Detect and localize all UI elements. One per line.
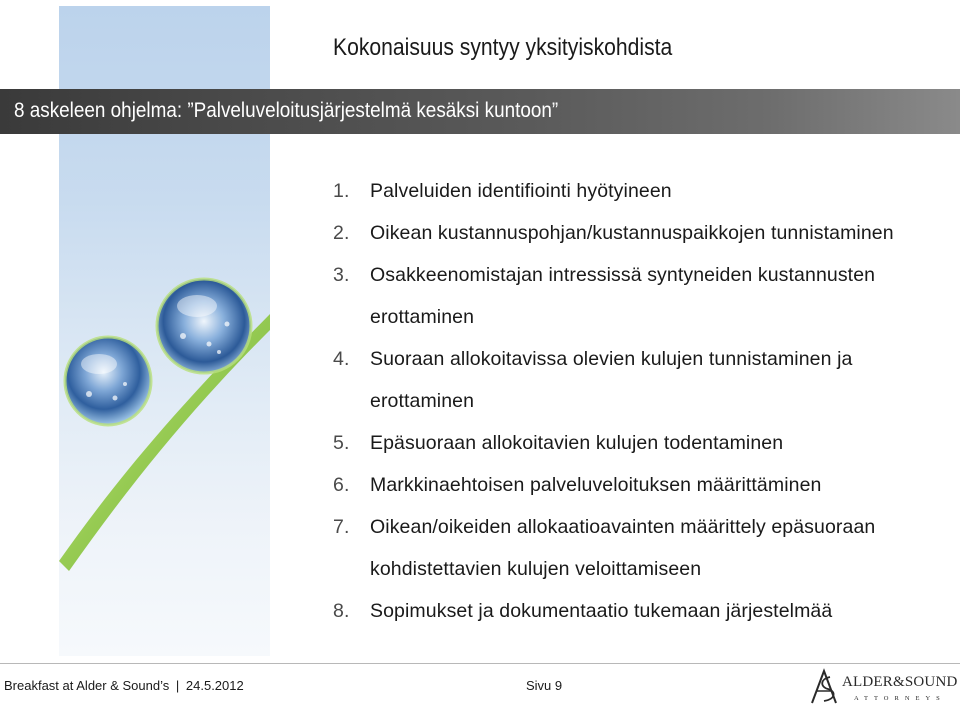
list-item bbox=[333, 254, 958, 338]
step-number: 8. bbox=[333, 600, 350, 622]
step-number: 6. bbox=[333, 474, 350, 496]
list-item bbox=[333, 212, 958, 254]
list-item bbox=[333, 338, 958, 422]
step-text: Osakkeenomistajan intressissä syntyneiden kustannusten erottaminen bbox=[370, 264, 876, 328]
footer-event-name: Breakfast at Alder & Sound’s bbox=[4, 678, 170, 693]
water-droplet-right bbox=[157, 279, 251, 373]
list-item bbox=[333, 464, 958, 506]
banner-text: 8 askeleen ohjelma: ”Palveluveloitusjärjestelmä kesäksi kuntoon” bbox=[14, 99, 559, 122]
page-number: Sivu 9 bbox=[526, 678, 563, 693]
list-item bbox=[333, 590, 958, 632]
steps-list bbox=[333, 170, 958, 632]
step-text: Sopimukset ja dokumentaatio tukemaan järjestelmää bbox=[370, 600, 833, 622]
step-number: 1. bbox=[333, 180, 350, 202]
water-droplet-left bbox=[65, 337, 151, 425]
program-banner bbox=[0, 89, 960, 134]
logo-mark-icon bbox=[808, 665, 842, 709]
step-text: Markkinaehtoisen palveluveloituksen määrittäminen bbox=[370, 474, 822, 496]
step-text: Oikean/oikeiden allokaatioavainten määrittely epäsuoraan kohdistettavien kulujen veloittamiseen bbox=[370, 516, 876, 580]
step-text: Oikean kustannuspohjan/kustannuspaikkojen tunnistaminen bbox=[370, 222, 894, 244]
footer-event bbox=[4, 678, 244, 693]
step-number: 7. bbox=[333, 516, 350, 538]
step-number: 5. bbox=[333, 432, 350, 454]
step-number: 4. bbox=[333, 348, 350, 370]
footer-separator: | bbox=[175, 678, 180, 693]
step-number: 3. bbox=[333, 264, 350, 286]
alder-sound-logo bbox=[808, 665, 958, 709]
list-item bbox=[333, 170, 958, 212]
step-text: Suoraan allokoitavissa olevien kulujen tunnistaminen ja erottaminen bbox=[370, 348, 853, 412]
footer-date: 24.5.2012 bbox=[185, 678, 244, 693]
step-text: Palveluiden identifiointi hyötyineen bbox=[370, 180, 672, 202]
logo-name: ALDER&SOUND bbox=[842, 674, 958, 690]
list-item bbox=[333, 506, 958, 590]
footer-divider bbox=[0, 663, 960, 664]
logo-subtitle: ATTORNEYS bbox=[854, 695, 946, 702]
slide-title: Kokonaisuus syntyy yksityiskohdista bbox=[333, 34, 673, 61]
step-number: 2. bbox=[333, 222, 350, 244]
list-item bbox=[333, 422, 958, 464]
step-text: Epäsuoraan allokoitavien kulujen todentaminen bbox=[370, 432, 784, 454]
